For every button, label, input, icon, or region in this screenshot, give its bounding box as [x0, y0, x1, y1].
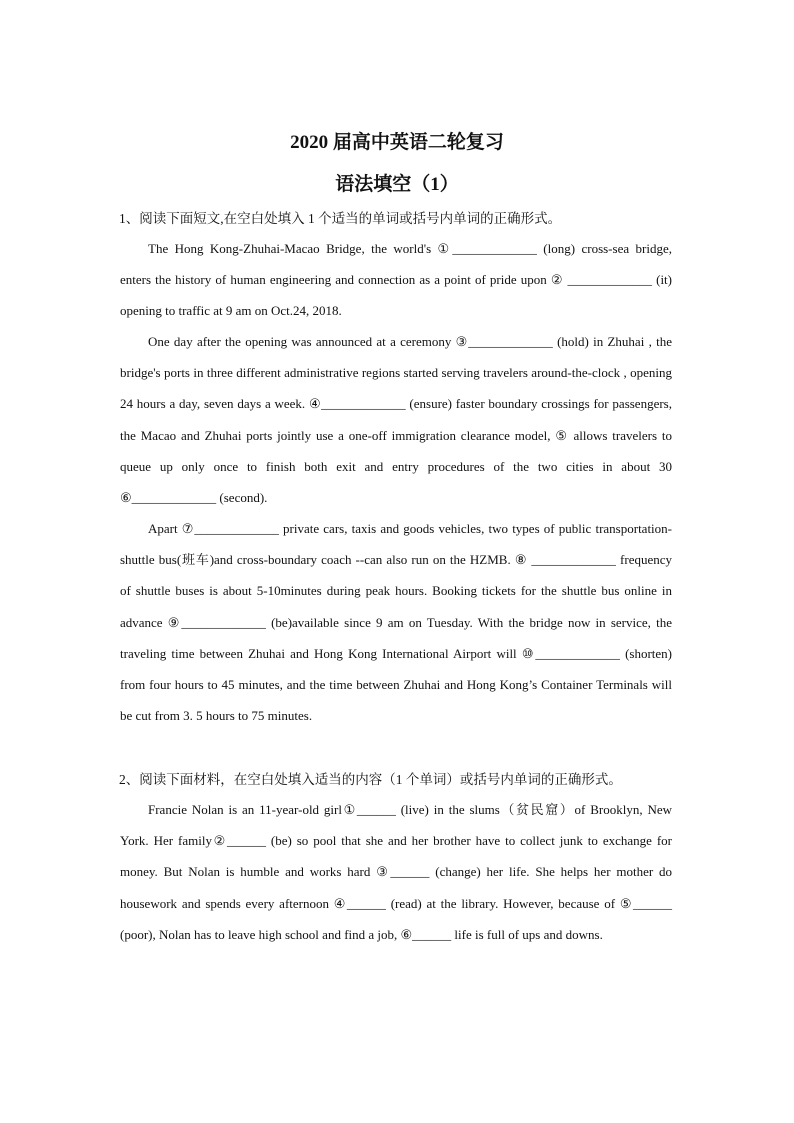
section2-paragraph-1: Francie Nolan is an 11-year-old girl①______ (live) in the slums（贫民窟）of Brooklyn, New York. Her family②______ (be) so pool that she and her brother have to collect junk to exchange for money. But Nolan is humble and works hard ③______ (change) her life. She helps her mother do housework and spends every afternoon ④______ (read) at the library. However, because of ⑤______ (poor), Nolan has to leave high school and find a job, ⑥______ life is full of ups and downs. [120, 802, 672, 942]
section1-paragraph-3: Apart ⑦_____________ private cars, taxis and goods vehicles, two types of public transportation-shuttle bus(班车)and cross-boundary coach --can also run on the HZMB. ⑧ _____________ frequency of shuttle buses is about 5-10minutes during peak hours. Booking tickets for the shuttle bus online in advance ⑨_____________ (be)available since 9 am on Tuesday. With the bridge now in service, the traveling time between Zhuhai and Hong Kong International Airport will ⑩_____________ (shorten) from four hours to 45 minutes, and the time between Zhuhai and Hong Kong’s Container Terminals will be cut from 3. 5 hours to 75 minutes. [120, 521, 672, 724]
document-subtitle: 语法填空（1） [335, 174, 459, 195]
section1-instruction: 1、阅读下面短文,在空白处填入 1 个适当的单词或括号内单词的正确形式。 [119, 211, 562, 226]
section1-paragraph-2: One day after the opening was announced at a ceremony ③_____________ (hold) in Zhuhai , the bridge's ports in three different administrative regions started serving travelers around-the-clock , opening 24 hours a day, seven days a week. ④_____________ (ensure) faster boundary crossings for passengers, the Macao and Zhuhai ports jointly use a one-off immigration clearance model, ⑤ allows travelers to queue up only once to finish both exit and entry procedures of the two cities in about 30 ⑥_____________ (second). [120, 334, 672, 506]
section2-instruction: 2、阅读下面材料，在空白处填入适当的内容（1 个单词）或括号内单词的正确形式。 [119, 772, 622, 787]
section1-paragraph-1: The Hong Kong-Zhuhai-Macao Bridge, the world's ①_____________ (long) cross-sea bridge, enters the history of human engineering and connection as a point of pride upon ② _____________ (it) opening to traffic at 9 am on Oct.24, 2018. [120, 241, 672, 319]
document-title: 2020 届高中英语二轮复习 [290, 132, 504, 153]
